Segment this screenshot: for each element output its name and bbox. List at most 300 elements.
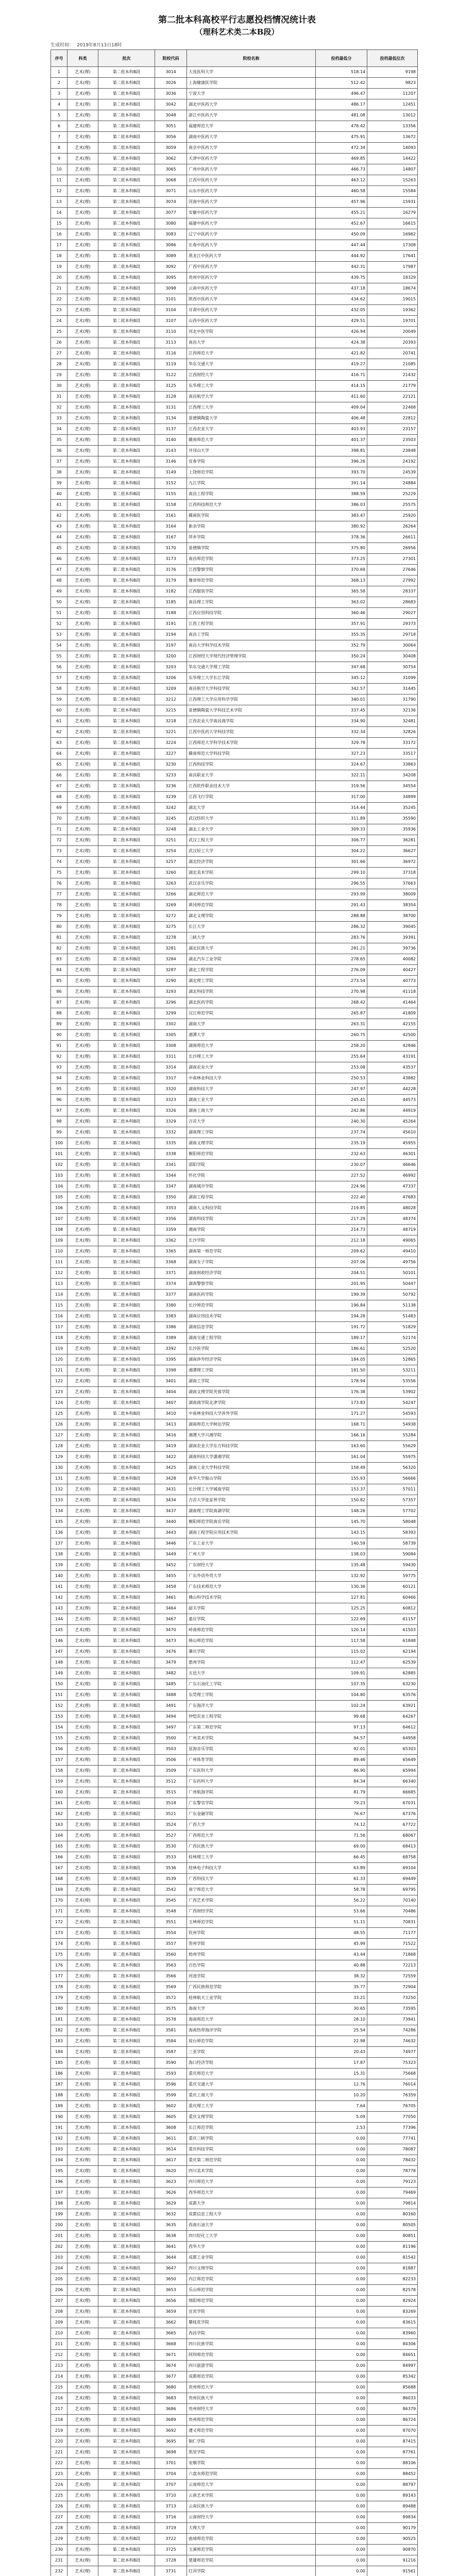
table-cell: 华东交通大学 <box>187 359 316 370</box>
table-cell: 艺术(理) <box>67 1127 98 1138</box>
table-cell: 222.40 <box>316 1192 367 1203</box>
table-cell: 217.29 <box>316 1214 367 1225</box>
table-cell: 209 <box>51 2317 67 2328</box>
table-cell: 9823 <box>367 78 418 89</box>
table-cell: 第二批本科B段 <box>98 446 155 456</box>
table-cell: 3365 <box>155 1246 187 1257</box>
table-row <box>51 2555 418 2566</box>
table-row <box>51 1322 418 1333</box>
table-cell: 86 <box>51 987 67 997</box>
table-cell: 3302 <box>155 1019 187 1030</box>
table-cell: 艺术(理) <box>67 132 98 143</box>
table-cell: 3092 <box>155 262 187 273</box>
table-cell: 58.78 <box>316 1885 367 1895</box>
table-cell: 艺术(理) <box>67 2415 98 2426</box>
table-row <box>51 121 418 132</box>
table-row <box>51 900 418 911</box>
table-cell: 73250 <box>367 1993 418 2004</box>
table-cell: 3461 <box>155 1592 187 1603</box>
table-cell: 安顺学院 <box>187 2458 316 2469</box>
table-cell: 艺术(理) <box>67 1419 98 1430</box>
table-cell: 长沙师范学院 <box>187 1300 316 1311</box>
table-cell: 3494 <box>155 1711 187 1722</box>
table-cell: 艺术(理) <box>67 997 98 1008</box>
table-cell: 3224 <box>155 738 187 749</box>
table-cell: 第二批本科B段 <box>98 1528 155 1538</box>
table-cell: 214.73 <box>316 1225 367 1235</box>
table-cell: 45 <box>51 543 67 554</box>
table-cell: 第二批本科B段 <box>98 792 155 803</box>
table-cell: 第二批本科B段 <box>98 1993 155 2004</box>
table-row <box>51 857 418 868</box>
table-cell: 3431 <box>155 1484 187 1495</box>
table-cell: 62194 <box>367 1647 418 1657</box>
table-cell: 第二批本科B段 <box>98 965 155 976</box>
table-cell: 艺术(理) <box>67 1008 98 1019</box>
table-cell: 3122 <box>155 370 187 381</box>
table-cell: 120 <box>51 1354 67 1365</box>
table-cell: 49065 <box>367 1235 418 1246</box>
table-row <box>51 2263 418 2274</box>
table-cell: 3185 <box>155 597 187 608</box>
table-cell: 艺术(理) <box>67 1722 98 1733</box>
table-cell: 33 <box>51 413 67 424</box>
table-cell: 5 <box>51 110 67 121</box>
table-cell: 12.76 <box>316 2079 367 2090</box>
table-cell: 第二批本科B段 <box>98 1052 155 1062</box>
table-cell: 66 <box>51 770 67 781</box>
table-cell: 湖南科技大学 <box>187 1084 316 1095</box>
table-cell: 3191 <box>155 619 187 630</box>
table-cell: 386.03 <box>316 500 367 511</box>
table-cell: 207.06 <box>316 1257 367 1268</box>
table-cell: 204.51 <box>316 1268 367 1279</box>
table-cell: 57357 <box>367 1495 418 1506</box>
table-cell: 22121 <box>367 392 418 402</box>
table-cell: 第二批本科B段 <box>98 1841 155 1852</box>
table-cell: 第二批本科B段 <box>98 327 155 337</box>
table-cell: 广东药科大学 <box>187 1776 316 1787</box>
table-cell: 广西中医药大学 <box>187 262 316 273</box>
table-cell: 湖南工程学院应用技术学院 <box>187 1528 316 1538</box>
table-cell: 桂林航天工业学院 <box>187 1993 316 2004</box>
table-row <box>51 1625 418 1636</box>
table-cell: 340.01 <box>316 694 367 705</box>
table-cell: 艺术(理) <box>67 143 98 154</box>
table-cell: 艺术(理) <box>67 1950 98 1960</box>
table-cell: 艺术(理) <box>67 770 98 781</box>
table-cell: 41809 <box>367 1008 418 1019</box>
table-cell: 419.27 <box>316 359 367 370</box>
table-cell: 130 <box>51 1463 67 1473</box>
table-cell: 艺术(理) <box>67 456 98 467</box>
table-cell: 69104 <box>367 1863 418 1874</box>
table-cell: 艺术(理) <box>67 1744 98 1755</box>
generation-info <box>50 41 125 48</box>
table-row <box>51 305 418 316</box>
table-row <box>51 814 418 824</box>
table-row <box>51 2123 418 2133</box>
table-cell: 艺术(理) <box>67 1711 98 1722</box>
table-cell: 第二批本科B段 <box>98 1062 155 1073</box>
table-cell: 247.97 <box>316 1084 367 1095</box>
table-cell: 0.00 <box>316 2296 367 2307</box>
table-row <box>51 1084 418 1095</box>
table-cell: 357.91 <box>316 619 367 630</box>
table-cell: 第二批本科B段 <box>98 1885 155 1895</box>
table-cell: 232 <box>51 2566 67 2576</box>
table-cell: 第二批本科B段 <box>98 1084 155 1095</box>
table-cell: 70831 <box>367 1917 418 1928</box>
table-cell: 91561 <box>367 2566 418 2576</box>
table-cell: 301.66 <box>316 857 367 868</box>
table-cell: 江西财经大学 <box>187 370 316 381</box>
table-cell: 第二批本科B段 <box>98 1409 155 1419</box>
table-cell: 20049 <box>367 327 418 337</box>
table-cell: 363.02 <box>316 597 367 608</box>
table-cell: 艺术(理) <box>67 489 98 500</box>
table-cell: 281.21 <box>316 943 367 954</box>
table-cell: 192 <box>51 2133 67 2144</box>
table-cell: 第二批本科B段 <box>98 2436 155 2447</box>
table-cell: 434.62 <box>316 294 367 305</box>
table-cell: 75668 <box>367 2069 418 2079</box>
table-cell: 35590 <box>367 814 418 824</box>
table-cell: 3311 <box>155 1052 187 1062</box>
table-cell: 第二批本科B段 <box>98 132 155 143</box>
table-cell: 21085 <box>367 359 418 370</box>
table-cell: 108 <box>51 1225 67 1235</box>
table-cell: 52174 <box>367 1333 418 1344</box>
table-cell: 225 <box>51 2490 67 2501</box>
table-cell: 艺术(理) <box>67 2436 98 2447</box>
table-row <box>51 1344 418 1354</box>
table-cell: 湖南师范大学树达学院 <box>187 1419 316 1430</box>
table-cell: 99.68 <box>316 1711 367 1722</box>
table-cell: 299.10 <box>316 868 367 878</box>
table-cell: 3146 <box>155 456 187 467</box>
table-row <box>51 770 418 781</box>
table-cell: 3323 <box>155 1095 187 1106</box>
table-cell: 3203 <box>155 662 187 673</box>
table-cell: 重庆理工大学 <box>187 2101 316 2112</box>
table-cell: 3617 <box>155 2155 187 2166</box>
table-cell: 270.98 <box>316 987 367 997</box>
table-cell: 河池学院 <box>187 1971 316 1982</box>
table-cell: 123 <box>51 1387 67 1398</box>
table-cell: 艺术(理) <box>67 2371 98 2382</box>
table-cell: 53.66 <box>316 1906 367 1917</box>
table-row <box>51 1647 418 1657</box>
table-cell: 3014 <box>155 67 187 78</box>
table-cell: 3320 <box>155 1084 187 1095</box>
table-cell: 90179 <box>367 2523 418 2534</box>
table-cell: 3485 <box>155 1679 187 1690</box>
table-cell: 第二批本科B段 <box>98 78 155 89</box>
table-cell: 第二批本科B段 <box>98 402 155 413</box>
table-row <box>51 1138 418 1149</box>
table-row <box>51 294 418 305</box>
table-cell: 78778 <box>367 2166 418 2177</box>
admission-table <box>50 49 418 2576</box>
table-cell: 52520 <box>367 1344 418 1354</box>
table-cell: 135.48 <box>316 1560 367 1571</box>
table-cell: 艺术(理) <box>67 1268 98 1279</box>
table-cell: 湖南工业大学 <box>187 1095 316 1106</box>
table-cell: 3059 <box>155 143 187 154</box>
table-cell: 艺术(理) <box>67 1246 98 1257</box>
table-cell: 3386 <box>155 1322 187 1333</box>
table-row <box>51 1939 418 1950</box>
table-cell: 13 <box>51 197 67 208</box>
table-cell: 16615 <box>367 218 418 229</box>
table-cell: 第二批本科B段 <box>98 1917 155 1928</box>
table-cell: 第二批本科B段 <box>98 197 155 208</box>
table-cell: 3458 <box>155 1582 187 1592</box>
table-cell: 7 <box>51 132 67 143</box>
table-cell: 3317 <box>155 1073 187 1084</box>
table-cell: 艺术(理) <box>67 1409 98 1419</box>
table-cell: 3566 <box>155 1971 187 1982</box>
table-cell: 艺术(理) <box>67 2447 98 2458</box>
table-cell: 72904 <box>367 1982 418 1993</box>
table-cell: 艺术(理) <box>67 1798 98 1809</box>
table-cell: 艺术(理) <box>67 1917 98 1928</box>
table-cell: 53211 <box>367 1365 418 1376</box>
table-cell: 第二批本科B段 <box>98 511 155 521</box>
table-cell: 艺术(理) <box>67 1138 98 1149</box>
table-cell: 艺术(理) <box>67 2350 98 2361</box>
table-cell: 第二批本科B段 <box>98 770 155 781</box>
table-row <box>51 1073 418 1084</box>
table-cell: 艺术(理) <box>67 1398 98 1409</box>
table-cell: 艺术(理) <box>67 1560 98 1571</box>
table-cell: 3662 <box>155 2317 187 2328</box>
table-cell: 艺术(理) <box>67 1971 98 1982</box>
table-cell: 81887 <box>367 2263 418 2274</box>
table-cell: 3131 <box>155 402 187 413</box>
table-cell: 3359 <box>155 1225 187 1235</box>
table-cell: 77050 <box>367 2112 418 2123</box>
table-cell: 39391 <box>367 933 418 943</box>
table-cell: 161.04 <box>316 1452 367 1463</box>
table-row <box>51 1419 418 1430</box>
table-cell: 20393 <box>367 337 418 348</box>
table-cell: 艺术(理) <box>67 2004 98 2014</box>
table-row <box>51 2501 418 2512</box>
table-row <box>51 1225 418 1235</box>
table-cell: 39045 <box>367 922 418 933</box>
table-cell: 第二批本科B段 <box>98 1127 155 1138</box>
table-cell: 长沙理工大学 <box>187 1052 316 1062</box>
table-cell: 28337 <box>367 586 418 597</box>
table-cell: 58 <box>51 684 67 694</box>
table-cell: 艺术(理) <box>67 2036 98 2047</box>
table-cell: 第二批本科B段 <box>98 1733 155 1744</box>
table-cell: 0.00 <box>316 2469 367 2480</box>
table-cell: 44919 <box>367 1106 418 1116</box>
table-cell: 3389 <box>155 1333 187 1344</box>
table-cell: 36627 <box>367 846 418 857</box>
table-row <box>51 1603 418 1614</box>
table-row <box>51 2436 418 2447</box>
table-cell: 104 <box>51 1181 67 1192</box>
table-row <box>51 381 418 392</box>
table-cell: 39 <box>51 478 67 489</box>
table-cell: 200 <box>51 2220 67 2231</box>
table-cell: 170 <box>51 1895 67 1906</box>
table-cell: 3674 <box>155 2361 187 2371</box>
table-cell: 9 <box>51 154 67 164</box>
table-cell: 武汉轻工大学 <box>187 846 316 857</box>
table-cell: 第二批本科B段 <box>98 2512 155 2523</box>
table-cell: 南昌工学院 <box>187 630 316 640</box>
table-row <box>51 889 418 900</box>
table-cell: 17.87 <box>316 2058 367 2069</box>
table-cell: 140 <box>51 1571 67 1582</box>
table-row <box>51 1917 418 1928</box>
table-cell: 235.19 <box>316 1138 367 1149</box>
table-cell: 艺术(理) <box>67 1636 98 1647</box>
table-cell: 237.74 <box>316 1127 367 1138</box>
table-cell: 173 <box>51 1928 67 1939</box>
table-cell: 74.12 <box>316 1820 367 1831</box>
table-cell: 福建中医药大学 <box>187 218 316 229</box>
table-cell: 3434 <box>155 1495 187 1506</box>
table-cell: 第二批本科B段 <box>98 1365 155 1376</box>
table-cell: 220 <box>51 2436 67 2447</box>
table-cell: 33.21 <box>316 1993 367 2004</box>
table-row <box>51 2285 418 2296</box>
table-row <box>51 2426 418 2436</box>
table-row <box>51 2014 418 2025</box>
table-cell: 艺术(理) <box>67 2209 98 2220</box>
table-cell: 艺术(理) <box>67 251 98 262</box>
table-cell: 第二批本科B段 <box>98 630 155 640</box>
table-cell: 海口经济学院 <box>187 2058 316 2069</box>
table-cell: 166.16 <box>316 1430 367 1441</box>
table-row <box>51 987 418 997</box>
table-row <box>51 1787 418 1798</box>
table-cell: 艺术(理) <box>67 532 98 543</box>
table-cell: 第二批本科B段 <box>98 1203 155 1214</box>
table-cell: 艺术(理) <box>67 662 98 673</box>
table-cell: 3119 <box>155 359 187 370</box>
table-cell: 79814 <box>367 2198 418 2209</box>
table-cell: 3590 <box>155 2058 187 2069</box>
table-cell: 3470 <box>155 1625 187 1636</box>
table-cell: 31 <box>51 392 67 402</box>
table-cell: 湖南涉外经济学院 <box>187 1354 316 1365</box>
table-row <box>51 2242 418 2252</box>
table-cell: 54938 <box>367 1419 418 1430</box>
table-cell: 368.13 <box>316 575 367 586</box>
table-cell: 3407 <box>155 1398 187 1409</box>
table-cell: 广西师范大学 <box>187 1831 316 1841</box>
table-cell: 湖南理工学院南湖学院 <box>187 1506 316 1517</box>
table-cell: 西南石油大学 <box>187 2220 316 2231</box>
table-row <box>51 2404 418 2415</box>
table-cell: 湖北大学 <box>187 803 316 814</box>
table-row <box>51 1290 418 1300</box>
table-cell: 151 <box>51 1690 67 1701</box>
table-cell: 165 <box>51 1841 67 1852</box>
table-cell: 第二批本科B段 <box>98 1679 155 1690</box>
table-cell: 长沙学院 <box>187 1235 316 1246</box>
table-cell: 第二批本科B段 <box>98 586 155 597</box>
table-cell: 第二批本科B段 <box>98 2166 155 2177</box>
table-cell: 艺术(理) <box>67 2047 98 2058</box>
table-cell: 47337 <box>367 1181 418 1192</box>
table-cell: 202 <box>51 2242 67 2252</box>
table-cell: 84651 <box>367 2350 418 2361</box>
table-cell: 14 <box>51 208 67 218</box>
table-cell: 天津中医药大学 <box>187 154 316 164</box>
table-cell: 艺术(理) <box>67 1549 98 1560</box>
table-cell: 81.79 <box>316 1787 367 1798</box>
table-cell: 88452 <box>367 2469 418 2480</box>
table-cell: 93 <box>51 1062 67 1073</box>
table-cell: 23157 <box>367 424 418 435</box>
table-cell: 第二批本科B段 <box>98 283 155 294</box>
table-cell: 艺术(理) <box>67 586 98 597</box>
table-cell: 四川师范大学 <box>187 2177 316 2188</box>
table-cell: 广东第二师范学院 <box>187 1722 316 1733</box>
table-cell: 第二批本科B段 <box>98 1106 155 1116</box>
table-row <box>51 1950 418 1960</box>
table-cell: 艺术(理) <box>67 878 98 889</box>
table-cell: 171.27 <box>316 1409 367 1419</box>
table-cell: 艺术(理) <box>67 2458 98 2469</box>
table-cell: 3491 <box>155 1701 187 1711</box>
table-row <box>51 1246 418 1257</box>
table-cell: 3581 <box>155 2025 187 2036</box>
table-cell: 3686 <box>155 2404 187 2415</box>
table-cell: 159 <box>51 1776 67 1787</box>
table-cell: 3497 <box>155 1722 187 1733</box>
table-cell: 艺术(理) <box>67 2231 98 2242</box>
table-cell: 第二批本科B段 <box>98 2177 155 2188</box>
table-cell: 33863 <box>367 759 418 770</box>
table-row <box>51 608 418 619</box>
table-row <box>51 943 418 954</box>
table-cell: 艺术(理) <box>67 792 98 803</box>
table-cell: 第二批本科B段 <box>98 2220 155 2231</box>
table-cell: 艺术(理) <box>67 2523 98 2534</box>
table-cell: 3233 <box>155 770 187 781</box>
table-cell: 3575 <box>155 2004 187 2014</box>
table-cell: 艺术(理) <box>67 2014 98 2025</box>
table-cell: 第二批本科B段 <box>98 1852 155 1863</box>
table-cell: 五邑大学 <box>187 1668 316 1679</box>
table-cell: 3164 <box>155 521 187 532</box>
table-cell: 3653 <box>155 2285 187 2296</box>
table-cell: 艺术(理) <box>67 900 98 911</box>
table-cell: 安徽中医药大学 <box>187 208 316 218</box>
table-cell: 第二批本科B段 <box>98 1874 155 1885</box>
table-row <box>51 1473 418 1484</box>
table-cell: 42155 <box>367 1019 418 1030</box>
table-cell: 艺术(理) <box>67 1679 98 1690</box>
table-cell: 中南林业科技大学 <box>187 1073 316 1084</box>
table-cell: 240.30 <box>316 1116 367 1127</box>
table-cell: 南昌职业大学 <box>187 770 316 781</box>
table-cell: 第二批本科B段 <box>98 2231 155 2242</box>
table-cell: 艺术(理) <box>67 1473 98 1484</box>
table-cell: 第二批本科B段 <box>98 749 155 759</box>
table-cell: 149 <box>51 1668 67 1679</box>
table-cell: 3338 <box>155 1149 187 1160</box>
